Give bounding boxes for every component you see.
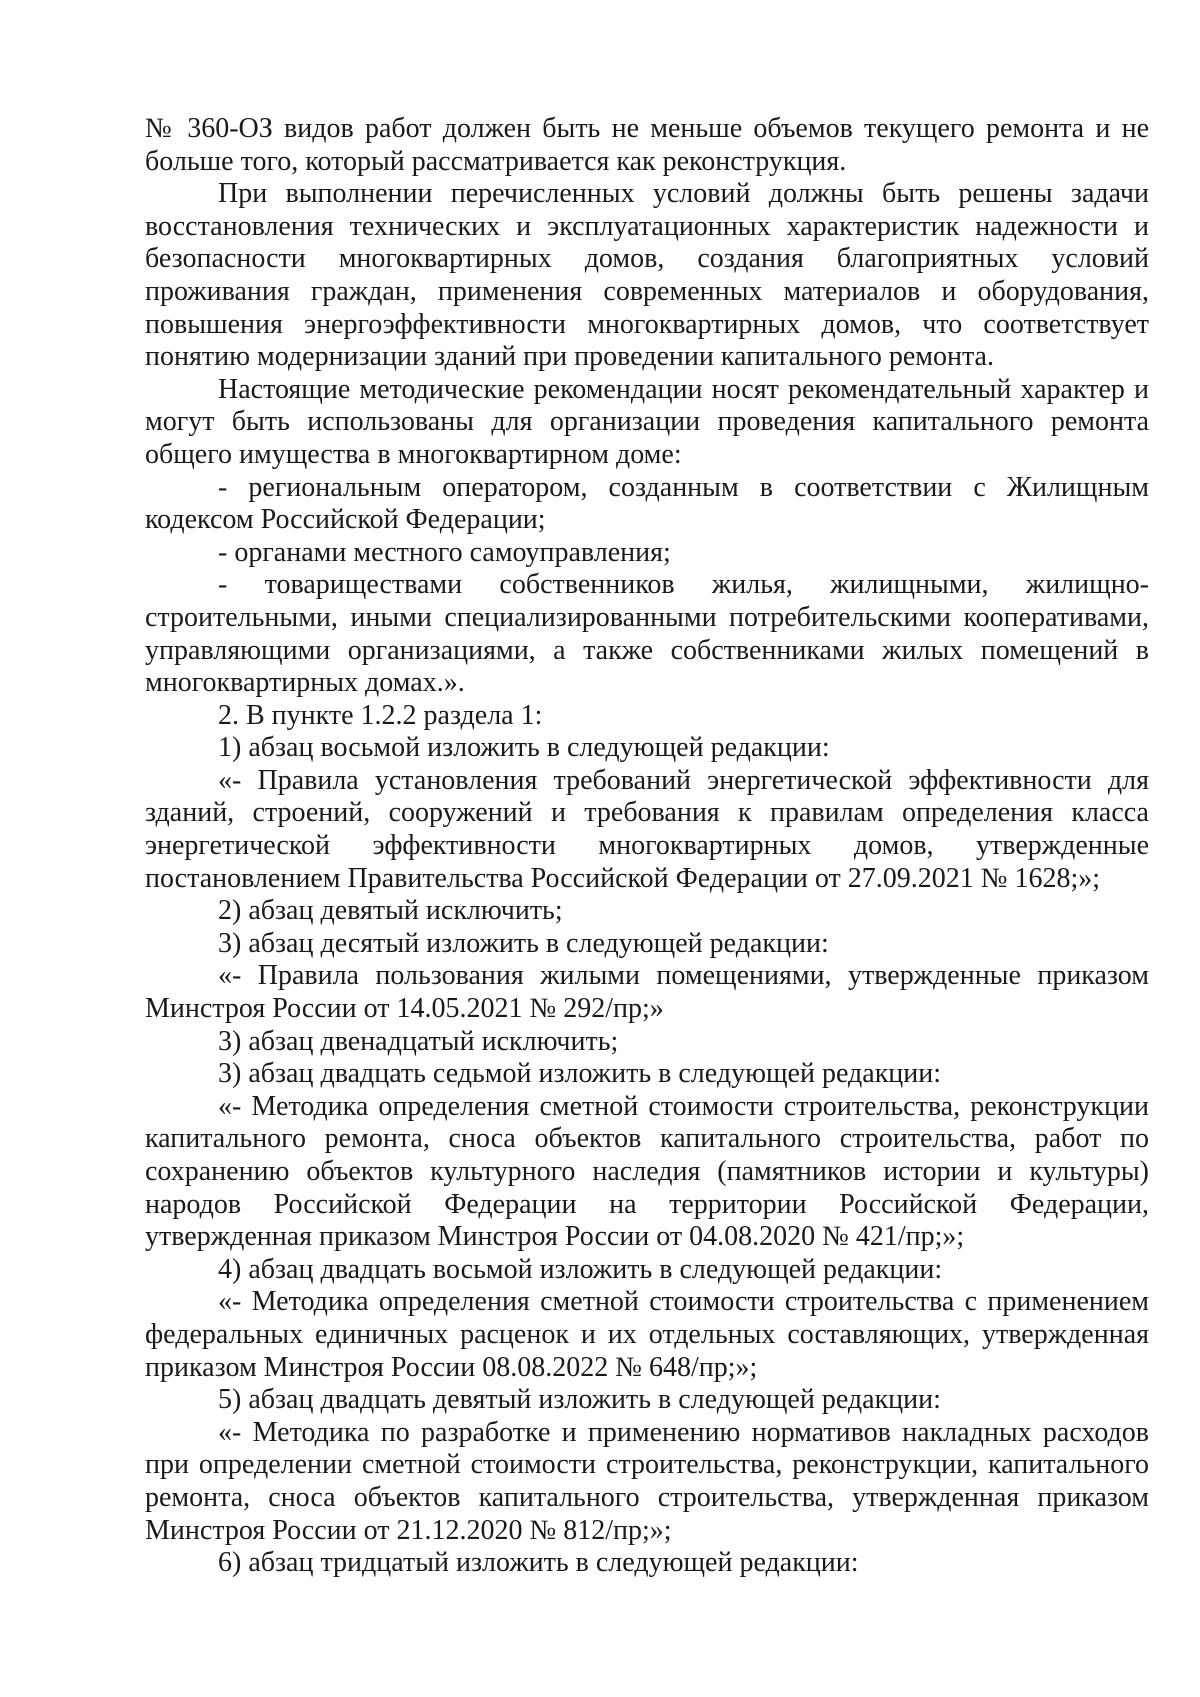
quote-housing-rules: «- Правила пользования жилыми помещениями, утвержденные приказом Минстроя России от 14.05.2021 № 292/пр;» (145, 960, 1149, 1025)
paragraph-recommendations: Настоящие методические рекомендации носят рекомендательный характер и могут быть использованы для организации проведения капитального ремонта общего имущества в многоквартирном доме: (145, 373, 1149, 470)
subitem-2: 2) абзац девятый исключить; (218, 895, 563, 927)
subitem-3-tenth: 3) абзац десятый изложить в следующей редакции: (218, 927, 829, 959)
subitem-5: 5) абзац двадцать девятый изложить в следующей редакции: (218, 1384, 941, 1416)
document-body (145, 113, 1149, 1580)
subitem-6: 6) абзац тридцатый изложить в следующей редакции: (218, 1547, 859, 1579)
subitem-4: 4) абзац двадцать восьмой изложить в следующей редакции: (218, 1253, 943, 1285)
quote-overhead-methodology-812: «- Методика по разработке и применению нормативов накладных расходов при определении сметной стоимости строительства, реконструкции, капитального ремонта, сноса объектов капитального строительства, утвержденная приказом Минстроя России от 21.12.2020 № 812/пр;»; (145, 1416, 1149, 1546)
quote-cost-methodology-648: «- Методика определения сметной стоимости строительства с применением федеральных единичных расценок и их отдельных составляющих, утвержденная приказом Минстроя России 08.08.2022 № 648/пр;»; (145, 1286, 1149, 1383)
quote-energy-efficiency-rules: «- Правила установления требований энергетической эффективности для зданий, строений, сооружений и требования к правилам определения класса энергетической эффективности многоквартирных домов, утвержденные постановлением Правительства Российской Федерации от 27.09.2021 № 1628;»; (145, 764, 1149, 894)
subitem-1: 1) абзац восьмой изложить в следующей редакции: (218, 732, 830, 764)
list-item-local-government: - органами местного самоуправления; (218, 536, 671, 568)
list-item-regional-operator: - региональным оператором, созданным в соответствии с Жилищным кодексом Российской Федерации; (145, 471, 1149, 536)
paragraph-conditions: При выполнении перечисленных условий должны быть решены задачи восстановления технических и эксплуатационных характеристик надежности и безопасности многоквартирных домов, создания благоприятных условий проживания граждан, применения современных материалов и оборудования, повышения энергоэффективности многоквартирных домов, что соответствует понятию модернизации зданий при проведении капитального ремонта. (145, 178, 1149, 373)
quote-cost-methodology-421: «- Методика определения сметной стоимости строительства, реконструкции капитального ремонта, сноса объектов капитального строительства, работ по сохранению объектов культурного наследия (памятников истории и культуры) народов Российской Федерации на территории Российской Федерации, утвержденная приказом Минстроя России от 04.08.2020 № 421/пр;»; (145, 1090, 1149, 1253)
subitem-3-twenty-seventh: 3) абзац двадцать седьмой изложить в следующей редакции: (218, 1058, 942, 1090)
paragraph-continuation: № 360-ОЗ видов работ должен быть не меньше объемов текущего ремонта и не больше того, который рассматривается как реконструкция. (145, 113, 1149, 177)
paragraph-item-2: 2. В пункте 1.2.2 раздела 1: (218, 699, 543, 731)
list-item-partnerships: - товариществами собственников жилья, жилищными, жилищно-строительными, иными специализированными потребительскими кооперативами, управляющими организациями, а также собственниками жилых помещений в многоквартирных домах.». (145, 569, 1149, 699)
subitem-3-twelfth: 3) абзац двенадцатый исключить; (218, 1025, 619, 1057)
